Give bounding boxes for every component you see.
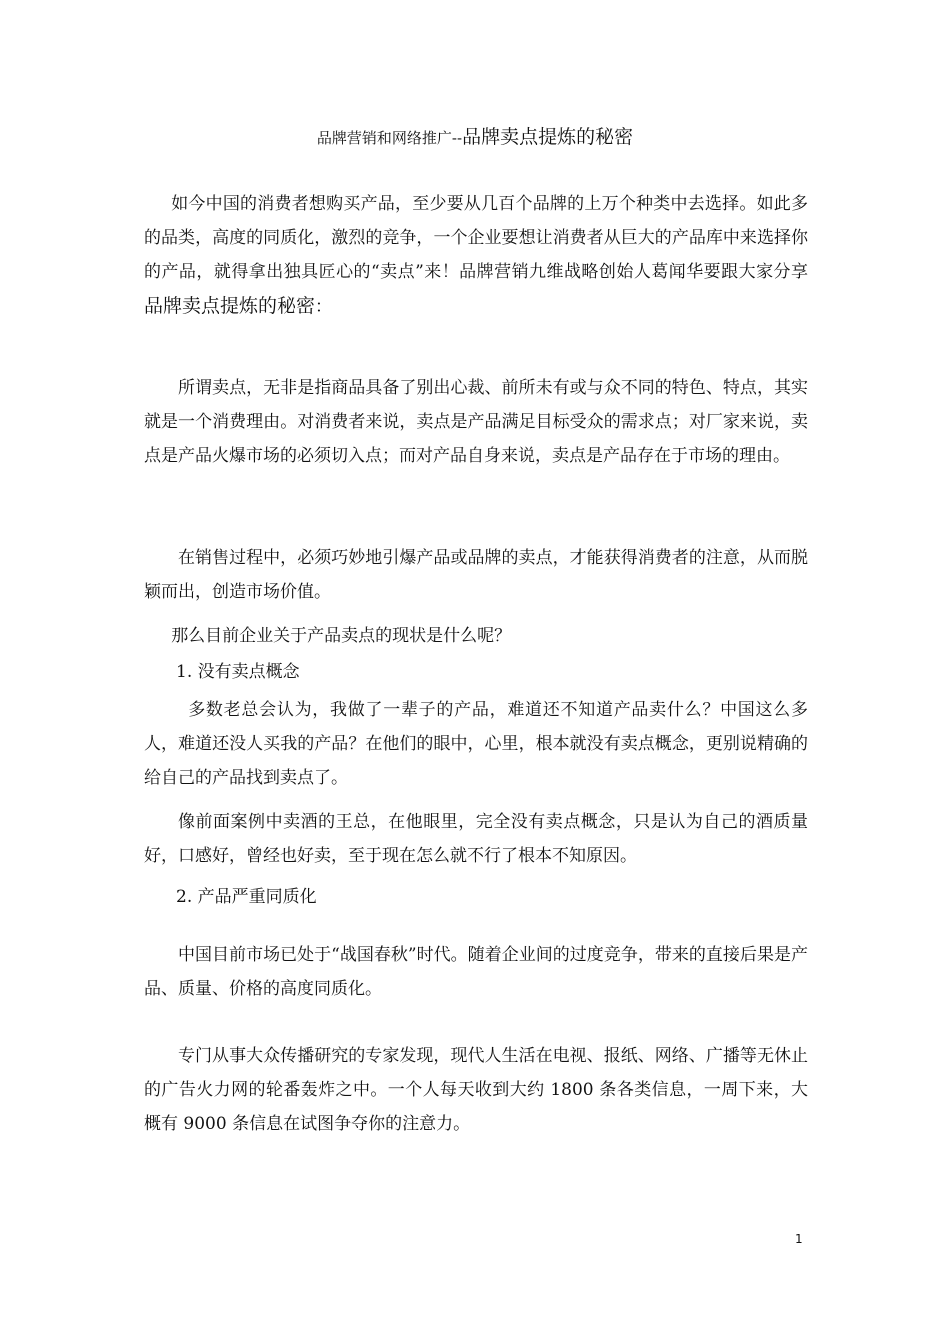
paragraph-definition: 所谓卖点，无非是指商品具备了别出心裁、前所未有或与众不同的特色、特点，其实就是一个消费理由。对消费者来说，卖点是产品满足目标受众的需求点；对厂家来说，卖点是产品火爆市场的必须切入点；而对产品自身来说，卖点是产品存在于市场的理由。 xyxy=(144,378,808,466)
paragraph-sales-process: 在销售过程中，必须巧妙地引爆产品或品牌的卖点，才能获得消费者的注意，从而脱颖而出，创造市场价值。 xyxy=(144,548,808,602)
paragraph-intro xyxy=(144,187,808,324)
title-part2: 品牌卖点提炼的秘密 xyxy=(462,126,634,148)
paragraph-intro-end: ： xyxy=(315,297,333,317)
paragraph-intro-text: 如今中国的消费者想购买产品，至少要从几百个品牌的上万个种类中去选择。如此多的品类，高度的同质化，激烈的竞争，一个企业要想让消费者从巨大的产品库中来选择你的产品，就得拿出独具匠心的“卖点”来！品牌营销九维战略创始人葛闻华要跟大家分享 xyxy=(144,194,808,282)
page-number: 1 xyxy=(795,1232,803,1246)
title-separator: -- xyxy=(451,129,463,147)
list-item-2: 2. 产品严重同质化 xyxy=(176,887,317,907)
paragraph-homogenization: 中国目前市场已处于“战国春秋”时代。随着企业间的过度竞争，带来的直接后果是产品、质量、价格的高度同质化。 xyxy=(144,945,808,999)
list-item-1: 1. 没有卖点概念 xyxy=(176,662,300,682)
paragraph-case: 像前面案例中卖酒的王总，在他眼里，完全没有卖点概念，只是认为自己的酒质量好，口感好，曾经也好卖，至于现在怎么就不行了根本不知原因。 xyxy=(144,812,808,866)
paragraph-intro-emphasis: 品牌卖点提炼的秘密 xyxy=(144,295,316,317)
document-title xyxy=(0,122,950,149)
paragraph-no-concept: 多数老总会认为，我做了一辈子的产品，难道还不知道产品卖什么？中国这么多人，难道还没人买我的产品？在他们的眼中，心里，根本就没有卖点概念，更别说精确的给自己的产品找到卖点了。 xyxy=(144,700,808,788)
title-part1: 品牌营销和网络推广 xyxy=(316,129,452,147)
paragraph-information: 专门从事大众传播研究的专家发现，现代人生活在电视、报纸、网络、广播等无休止的广告火力网的轮番轰炸之中。一个人每天收到大约 1800 条各类信息，一周下来，大概有 9000 条信息在试图争夺你的注意力。 xyxy=(144,1046,808,1134)
paragraph-question: 那么目前企业关于产品卖点的现状是什么呢？ xyxy=(171,626,512,646)
